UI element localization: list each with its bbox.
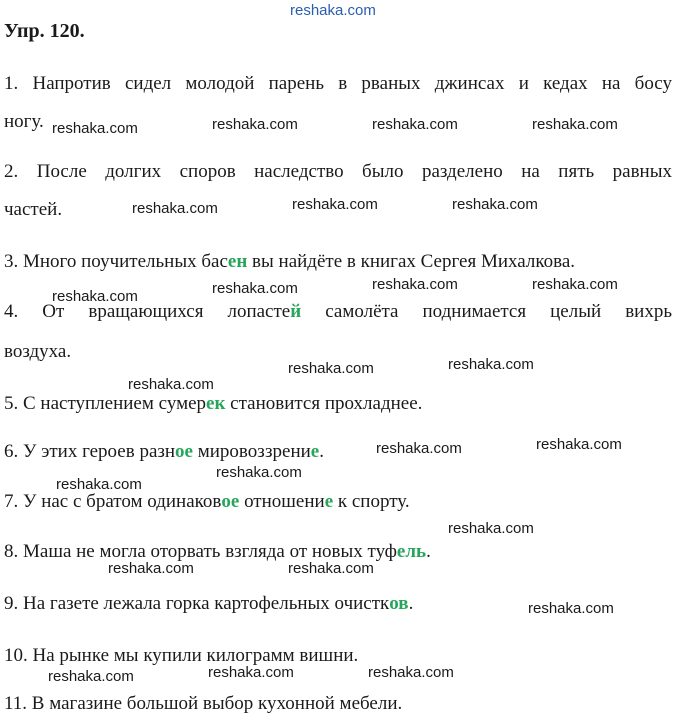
sentence-3-text-b: вы найдёте в книгах Сергея Михалкова. <box>247 251 576 272</box>
watermark: reshaka.com <box>532 276 618 293</box>
watermark: reshaka.com <box>208 664 294 681</box>
sentence-4-ending: й <box>290 301 302 322</box>
watermark: reshaka.com <box>372 276 458 293</box>
watermark: reshaka.com <box>448 356 534 373</box>
sentence-4-text-a: 4. От вращающихся лопасте <box>4 301 291 322</box>
watermark-top: reshaka.com <box>290 2 376 19</box>
sentence-7-text-c: к спорту. <box>333 491 410 512</box>
watermark: reshaka.com <box>48 668 134 685</box>
sentence-7-text-b: отношени <box>239 491 325 512</box>
watermark: reshaka.com <box>452 196 538 213</box>
watermark: reshaka.com <box>372 116 458 133</box>
watermark: reshaka.com <box>368 664 454 681</box>
sentence-3 <box>4 250 672 274</box>
watermark: reshaka.com <box>288 560 374 577</box>
watermark: reshaka.com <box>212 116 298 133</box>
sentence-8-text-a: 8. Маша не могла оторвать взгляда от новых туф <box>4 541 397 562</box>
sentence-8-text-b: . <box>426 541 431 562</box>
sentence-9-text-a: 9. На газете лежала горка картофельных очистк <box>4 593 390 614</box>
sentence-8-ending: ель <box>396 541 427 562</box>
watermark: reshaka.com <box>528 600 614 617</box>
sentence-11: 11. В магазине большой выбор кухонной мебели. <box>4 693 403 714</box>
watermark: reshaka.com <box>292 196 378 213</box>
sentence-9-ending: ов <box>389 593 409 614</box>
watermark: reshaka.com <box>376 440 462 457</box>
sentence-9-text-b: . <box>408 593 414 614</box>
watermark: reshaka.com <box>52 288 138 305</box>
watermark: reshaka.com <box>128 376 214 393</box>
watermark: reshaka.com <box>108 560 194 577</box>
sentence-5-text-b: становится прохладнее. <box>225 393 423 414</box>
watermark: reshaka.com <box>212 280 298 297</box>
sentence-5-text-a: 5. С наступлением сумер <box>4 393 207 414</box>
sentence-6-text-c: . <box>319 441 324 462</box>
sentence-7 <box>4 490 672 514</box>
sentence-3-text-a: 3. Много поучительных бас <box>4 251 228 272</box>
sentence-2-line-2: частей. <box>4 199 63 220</box>
sentence-6-text-a: 6. У этих героев разн <box>4 441 176 462</box>
exercise-title: Упр. 120. <box>4 20 85 42</box>
sentence-2-line-1: 2. После долгих споров наследство было разделено на пять равных <box>4 161 672 182</box>
watermark: reshaka.com <box>132 200 218 217</box>
sentence-3-ending: ен <box>227 251 248 272</box>
sentence-4-text-b: самолёта поднимается целый вихрь <box>301 301 672 322</box>
sentence-6-ending-2: е <box>310 441 320 462</box>
watermark: reshaka.com <box>536 436 622 453</box>
sentence-1-line-1: 1. Напротив сидел молодой парень в рваных джинсах и кедах на босу <box>4 73 672 94</box>
watermark: reshaka.com <box>216 464 302 481</box>
watermark: reshaka.com <box>52 120 138 137</box>
sentence-4-line-2: воздуха. <box>4 341 72 362</box>
sentence-7-ending-2: е <box>324 491 334 512</box>
sentence-6-text-b: мировоззрени <box>192 441 311 462</box>
sentence-10: 10. На рынке мы купили килограмм вишни. <box>4 645 359 666</box>
sentence-5 <box>4 392 672 416</box>
watermark: reshaka.com <box>448 520 534 537</box>
sentence-5-ending: ек <box>206 393 226 414</box>
watermark: reshaka.com <box>56 476 142 493</box>
sentence-1-line-2: ногу. <box>4 111 44 132</box>
sentence-7-ending-1: ое <box>221 491 240 512</box>
sentence-7-text-a: 7. У нас с братом одинаков <box>4 491 222 512</box>
sentence-6-ending-1: ое <box>175 441 193 462</box>
watermark: reshaka.com <box>288 360 374 377</box>
watermark: reshaka.com <box>532 116 618 133</box>
